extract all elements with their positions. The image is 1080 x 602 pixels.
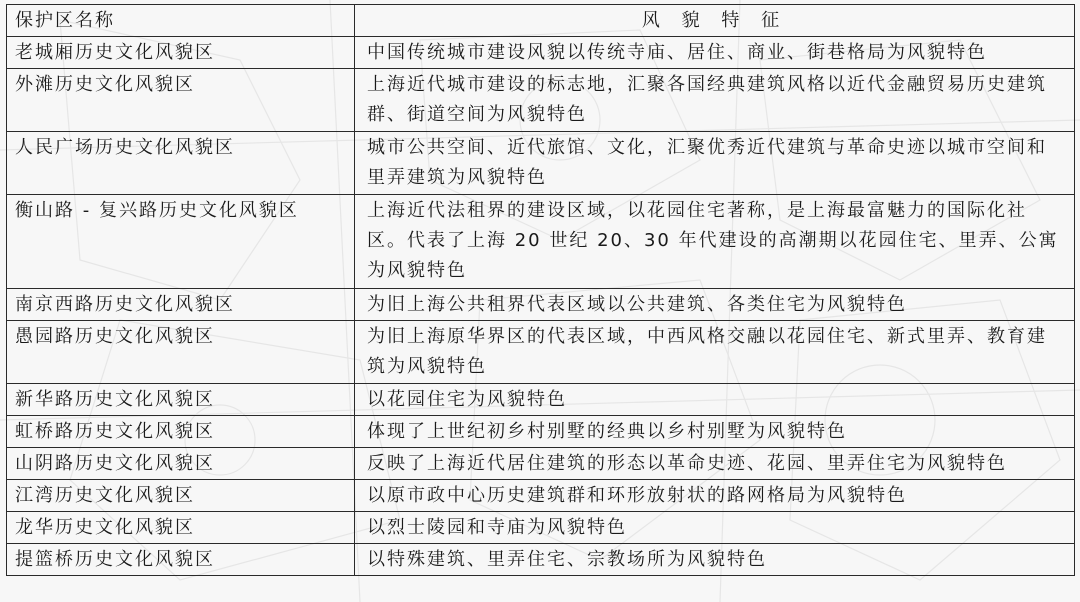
feature-cell: 为旧上海公共租界代表区域以公共建筑、各类住宅为风貌特色 (355, 289, 1075, 321)
area-name-cell: 愚园路历史文化风貌区 (7, 321, 355, 384)
area-name-cell: 老城厢历史文化风貌区 (7, 37, 355, 69)
area-name-cell: 南京西路历史文化风貌区 (7, 289, 355, 321)
feature-cell: 以花园住宅为风貌特色 (355, 384, 1075, 416)
area-name-cell: 江湾历史文化风貌区 (7, 480, 355, 512)
table-row (7, 384, 1075, 416)
feature-cell: 上海近代法租界的建设区域，以花园住宅著称，是上海最富魅力的国际化社区。代表了上海 20 世纪 20、30 年代建设的高潮期以花园住宅、里弄、公寓为风貌特色 (355, 195, 1075, 289)
table-row (7, 416, 1075, 448)
area-name-cell: 人民广场历史文化风貌区 (7, 132, 355, 195)
feature-cell: 以原市政中心历史建筑群和环形放射状的路网格局为风貌特色 (355, 480, 1075, 512)
feature-cell: 以烈士陵园和寺庙为风貌特色 (355, 512, 1075, 544)
table-row (7, 321, 1075, 384)
heritage-area-table (6, 4, 1075, 576)
feature-cell: 为旧上海原华界区的代表区域，中西风格交融以花园住宅、新式里弄、教育建筑为风貌特色 (355, 321, 1075, 384)
feature-cell: 以特殊建筑、里弄住宅、宗教场所为风貌特色 (355, 544, 1075, 576)
area-name-cell: 新华路历史文化风貌区 (7, 384, 355, 416)
table-row (7, 480, 1075, 512)
header-feature: 风 貌 特 征 (355, 5, 1075, 37)
area-name-cell: 外滩历史文化风貌区 (7, 69, 355, 132)
header-area-name: 保护区名称 (7, 5, 355, 37)
table-row (7, 69, 1075, 132)
table-row (7, 37, 1075, 69)
table-row (7, 512, 1075, 544)
table-row (7, 132, 1075, 195)
feature-cell: 中国传统城市建设风貌以传统寺庙、居住、商业、街巷格局为风貌特色 (355, 37, 1075, 69)
area-name-cell: 提篮桥历史文化风貌区 (7, 544, 355, 576)
feature-cell: 上海近代城市建设的标志地，汇聚各国经典建筑风格以近代金融贸易历史建筑群、街道空间为风貌特色 (355, 69, 1075, 132)
table-header-row (7, 5, 1075, 37)
area-name-cell: 龙华历史文化风貌区 (7, 512, 355, 544)
area-name-cell: 虹桥路历史文化风貌区 (7, 416, 355, 448)
table-row (7, 195, 1075, 289)
feature-cell: 体现了上世纪初乡村别墅的经典以乡村别墅为风貌特色 (355, 416, 1075, 448)
area-name-cell: 衡山路 - 复兴路历史文化风貌区 (7, 195, 355, 289)
table-row (7, 448, 1075, 480)
table-row (7, 289, 1075, 321)
table-row (7, 544, 1075, 576)
feature-cell: 城市公共空间、近代旅馆、文化，汇聚优秀近代建筑与革命史迹以城市空间和里弄建筑为风貌特色 (355, 132, 1075, 195)
area-name-cell: 山阴路历史文化风貌区 (7, 448, 355, 480)
heritage-area-table-container (6, 4, 1074, 576)
feature-cell: 反映了上海近代居住建筑的形态以革命史迹、花园、里弄住宅为风貌特色 (355, 448, 1075, 480)
